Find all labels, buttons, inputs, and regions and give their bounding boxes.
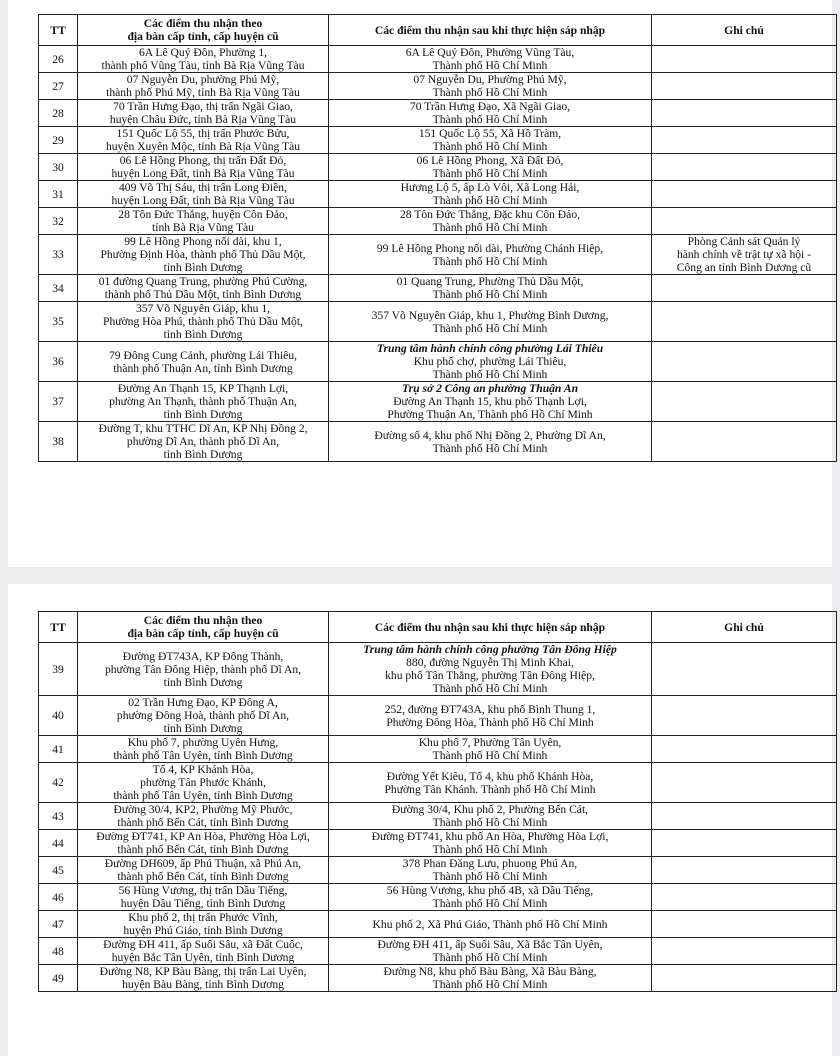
new-address-line: Thành phố Hồ Chí Minh: [432, 288, 548, 301]
new-address-line: Thành phố Hồ Chí Minh: [432, 321, 548, 335]
row-number: 26: [39, 46, 78, 73]
new-address-line: 99 Lê Hồng Phong nối dài, Phường Chánh Hiệp,: [376, 241, 604, 255]
new-address-line: Thành phố Hồ Chí Minh: [432, 221, 548, 234]
old-address-cell: [78, 763, 329, 803]
header-new-points: Các điểm thu nhận sau khi thực hiện sáp nhập: [329, 15, 652, 46]
new-address-cell: [329, 127, 652, 154]
new-address-cell: [329, 208, 652, 235]
old-address-line: thành phố Tân Uyên, tỉnh Bình Dương: [113, 749, 293, 762]
new-address-line: 357 Võ Nguyên Giáp, khu 1, Phường Bình Dương,: [371, 308, 609, 322]
old-address-line: thành phố Phú Mỹ, tỉnh Bà Rịa Vũng Tàu: [106, 86, 300, 99]
old-address-line: 6A Lê Quý Đôn, Phường 1,: [138, 46, 268, 59]
table-header-row: [39, 612, 837, 643]
table-row: [39, 100, 837, 127]
table-row: [39, 643, 837, 696]
note-cell: [652, 208, 837, 235]
old-address-line: thành phố Bến Cát, tỉnh Bình Dương: [117, 870, 289, 883]
note-cell: [652, 884, 837, 911]
old-address-line: huyện Phú Giáo, tỉnh Bình Dương: [123, 924, 283, 937]
old-address-line: 06 Lê Hồng Phong, thị trấn Đất Đỏ,: [119, 154, 287, 167]
note-cell: [652, 181, 837, 208]
header-note: Ghi chú: [652, 612, 837, 643]
old-address-line: thành phố Vũng Tàu, tỉnh Bà Rịa Vũng Tàu: [101, 59, 305, 72]
new-address-cell: [329, 884, 652, 911]
old-address-cell: [78, 275, 329, 302]
old-address-cell: [78, 208, 329, 235]
new-address-line: Khu phố 7, Phường Tân Uyên,: [418, 736, 562, 749]
note-cell: [652, 696, 837, 736]
document-page-1: [8, 0, 832, 567]
new-address-line: Thành phố Hồ Chí Minh: [432, 368, 548, 381]
table-row: [39, 736, 837, 763]
new-address-line: 28 Tôn Đức Thắng, Đặc khu Côn Đảo,: [399, 208, 581, 221]
header-tt: TT: [39, 15, 78, 46]
old-address-cell: [78, 938, 329, 965]
new-address-line: Thành phố Hồ Chí Minh: [432, 113, 548, 126]
old-address-line: Phường Định Hòa, thành phố Thủ Dầu Một,: [100, 248, 306, 261]
table-row: [39, 181, 837, 208]
table-row: [39, 830, 837, 857]
row-number: 28: [39, 100, 78, 127]
new-address-line: Thành phố Hồ Chí Minh: [432, 254, 548, 268]
row-number: 43: [39, 803, 78, 830]
new-address-cell: [329, 803, 652, 830]
old-address-line: 409 Võ Thị Sáu, thị trấn Long Điền,: [119, 181, 287, 194]
new-address-cell: [329, 382, 652, 422]
new-address-line: Thành phố Hồ Chí Minh: [432, 140, 548, 153]
header-tt: TT: [39, 612, 78, 643]
table-row: [39, 857, 837, 884]
address-table-1: [38, 14, 837, 462]
old-address-line: 79 Đông Cung Cảnh, phường Lái Thiêu,: [108, 348, 298, 362]
new-address-line: 880, đường Nguyễn Thị Minh Khai,: [406, 656, 574, 669]
old-address-line: 28 Tôn Đức Thắng, huyện Côn Đảo,: [118, 208, 288, 221]
new-address-line: Thành phố Hồ Chí Minh: [432, 167, 548, 180]
new-address-line: Đường Yết Kiêu, Tổ 4, khu phố Khánh Hòa,: [386, 769, 594, 783]
note-line: Phòng Cảnh sát Quản lý: [687, 235, 801, 248]
note-cell: [652, 763, 837, 803]
old-address-line: 01 đường Quang Trung, phường Phú Cường,: [98, 275, 308, 288]
new-address-cell: [329, 46, 652, 73]
old-address-cell: [78, 696, 329, 736]
row-number: 45: [39, 857, 78, 884]
new-address-title: Trung tâm hành chính công phường Tân Đông Hiệp: [363, 643, 617, 656]
old-address-line: Đường ĐH 411, ấp Suối Sâu, xã Đất Cuốc,: [103, 938, 303, 951]
note-cell: [652, 965, 837, 992]
table-row: [39, 73, 837, 100]
old-address-line: 151 Quốc Lộ 55, thị trấn Phước Bửu,: [116, 127, 290, 140]
old-address-line: tỉnh Bình Dương: [163, 328, 243, 341]
row-number: 36: [39, 342, 78, 382]
new-address-line: 6A Lê Quý Đôn, Phường Vũng Tàu,: [405, 46, 575, 59]
old-address-cell: [78, 235, 329, 275]
old-address-cell: [78, 100, 329, 127]
old-address-cell: [78, 803, 329, 830]
new-address-line: Đường 30/4, Khu phố 2, Phường Bến Cát,: [391, 803, 589, 816]
note-cell: [652, 100, 837, 127]
note-cell: [652, 235, 837, 275]
old-address-line: tỉnh Bình Dương: [163, 722, 243, 735]
new-address-line: 56 Hùng Vương, khu phố 4B, xã Dầu Tiếng,: [386, 884, 594, 897]
old-address-line: thành phố Thủ Dầu Một, tỉnh Bình Dương: [104, 288, 302, 301]
old-address-line: Khu phố 7, phường Uyên Hưng,: [127, 736, 279, 749]
new-address-line: Thành phố Hồ Chí Minh: [432, 978, 548, 991]
old-address-line: Đường ĐT743A, KP Đông Thành,: [122, 649, 284, 663]
old-address-cell: [78, 736, 329, 763]
table-row: [39, 154, 837, 181]
note-cell: [652, 938, 837, 965]
old-address-cell: [78, 830, 329, 857]
new-address-cell: [329, 911, 652, 938]
table-row: [39, 208, 837, 235]
header-note: Ghi chú: [652, 15, 837, 46]
table-row: [39, 763, 837, 803]
new-address-cell: [329, 275, 652, 302]
old-address-line: Đường N8, KP Bàu Bàng, thị trấn Lai Uyên,: [99, 965, 307, 978]
note-cell: [652, 46, 837, 73]
old-address-cell: [78, 857, 329, 884]
row-number: 39: [39, 643, 78, 696]
new-address-cell: [329, 965, 652, 992]
address-table-2: [38, 611, 837, 992]
new-address-line: Phường Tân Khánh. Thành phố Hồ Chí Minh: [384, 782, 596, 796]
old-address-line: thành phố Bến Cát, tỉnh Bình Dương: [117, 843, 289, 856]
new-address-line: 06 Lê Hồng Phong, Xã Đất Đỏ,: [416, 154, 564, 167]
new-address-line: Thành phố Hồ Chí Minh: [432, 897, 548, 910]
new-address-line: Hương Lộ 5, ấp Lò Vôi, Xã Long Hải,: [400, 181, 580, 194]
new-address-line: Khu phố chợ, phường Lái Thiêu,: [413, 355, 567, 368]
old-address-line: thành phố Tân Uyên, tỉnh Bình Dương: [113, 789, 293, 802]
note-cell: [652, 382, 837, 422]
note-line: hành chính về trật tự xã hội -: [676, 248, 812, 261]
old-address-line: Phường Hòa Phú, thành phố Thủ Dầu Một,: [103, 315, 303, 328]
new-address-title: Trung tâm hành chính công phường Lái Thiêu: [376, 342, 604, 355]
note-cell: [652, 643, 837, 696]
new-address-cell: [329, 342, 652, 382]
table-row: [39, 803, 837, 830]
old-address-line: thành phố Bến Cát, tỉnh Bình Dương: [117, 816, 289, 829]
old-address-line: 70 Trần Hưng Đạo, thị trấn Ngãi Giao,: [113, 100, 293, 113]
new-address-line: Thành phố Hồ Chí Minh: [432, 682, 548, 695]
row-number: 31: [39, 181, 78, 208]
table-body-1: [39, 46, 837, 462]
row-number: 27: [39, 73, 78, 100]
row-number: 38: [39, 422, 78, 462]
old-address-cell: [78, 46, 329, 73]
new-address-line: Đường số 4, khu phố Nhị Đồng 2, Phường Dĩ An,: [374, 428, 606, 442]
row-number: 35: [39, 302, 78, 342]
note-line: Công an tỉnh Bình Dương cũ: [676, 261, 812, 274]
new-address-cell: [329, 938, 652, 965]
old-address-line: Đường T, khu TTHC Dĩ An, KP Nhị Đồng 2,: [98, 422, 308, 435]
new-address-line: Khu phố 2, Xã Phú Giáo, Thành phố Hồ Chí Minh: [372, 917, 608, 931]
note-cell: [652, 127, 837, 154]
old-address-line: Đường DH609, ấp Phú Thuận, xã Phú An,: [104, 857, 302, 870]
old-address-line: huyện Bắc Tân Uyên, tỉnh Bình Dương: [111, 951, 295, 964]
table-row: [39, 127, 837, 154]
old-address-line: Khu phố 2, thị trấn Phước Vĩnh,: [128, 911, 278, 924]
old-address-cell: [78, 911, 329, 938]
new-address-line: 151 Quốc Lộ 55, Xã Hồ Tràm,: [418, 127, 562, 140]
old-address-line: huyện Long Đất, tỉnh Bà Rịa Vũng Tàu: [111, 167, 295, 180]
table-header-row: [39, 15, 837, 46]
note-cell: [652, 911, 837, 938]
table-row: [39, 696, 837, 736]
new-address-cell: [329, 73, 652, 100]
new-address-line: Phường Thuận An, Thành phố Hồ Chí Minh: [387, 408, 593, 421]
old-address-line: Tổ 4, KP Khánh Hòa,: [152, 763, 254, 776]
old-address-line: huyện Bàu Bàng, tỉnh Bình Dương: [122, 978, 284, 991]
header-old-line1: Các điểm thu nhận theo: [143, 614, 263, 627]
new-address-cell: [329, 100, 652, 127]
new-address-line: Thành phố Hồ Chí Minh: [432, 843, 548, 856]
table-row: [39, 382, 837, 422]
note-cell: [652, 342, 837, 382]
new-address-cell: [329, 696, 652, 736]
header-old-points: [78, 612, 329, 643]
old-address-line: thành phố Thuận An, tỉnh Bình Dương: [113, 361, 293, 375]
row-number: 42: [39, 763, 78, 803]
old-address-cell: [78, 73, 329, 100]
old-address-line: tỉnh Bình Dương: [163, 261, 243, 274]
new-address-line: Thành phố Hồ Chí Minh: [432, 194, 548, 207]
new-address-line: Thành phố Hồ Chí Minh: [432, 441, 548, 455]
header-old-line2: địa bàn cấp tỉnh, cấp huyện cũ: [127, 30, 279, 43]
row-number: 41: [39, 736, 78, 763]
old-address-cell: [78, 154, 329, 181]
header-old-line2: địa bàn cấp tỉnh, cấp huyện cũ: [127, 627, 279, 640]
new-address-cell: [329, 302, 652, 342]
old-address-line: phường Đông Hoà, thành phố Dĩ An,: [116, 709, 290, 722]
row-number: 47: [39, 911, 78, 938]
new-address-line: Thành phố Hồ Chí Minh: [432, 951, 548, 964]
header-old-line1: Các điểm thu nhận theo: [143, 17, 263, 30]
row-number: 44: [39, 830, 78, 857]
new-address-cell: [329, 643, 652, 696]
old-address-line: Đường ĐT741, KP An Hòa, Phường Hòa Lợi,: [96, 830, 310, 843]
old-address-line: huyện Xuyên Mộc, tỉnh Bà Rịa Vũng Tàu: [105, 140, 301, 153]
new-address-line: Thành phố Hồ Chí Minh: [432, 816, 548, 829]
table-row: [39, 422, 837, 462]
new-address-line: 252, đường ĐT743A, khu phố Bình Thung 1,: [384, 702, 596, 716]
old-address-line: 02 Trần Hưng Đạo, KP Đông A,: [128, 696, 278, 709]
new-address-line: Đường ĐT741, khu phố An Hòa, Phường Hòa Lợi,: [371, 830, 609, 843]
table-row: [39, 884, 837, 911]
table-body-2: [39, 643, 837, 992]
document-page-2: [8, 584, 832, 1056]
old-address-cell: [78, 342, 329, 382]
old-address-line: Đường An Thạnh 15, KP Thạnh Lợi,: [117, 382, 289, 395]
table-row: [39, 938, 837, 965]
new-address-line: Thành phố Hồ Chí Minh: [432, 59, 548, 72]
row-number: 33: [39, 235, 78, 275]
table-row: [39, 911, 837, 938]
old-address-line: tỉnh Bà Rịa Vũng Tàu: [152, 221, 254, 234]
old-address-line: huyện Long Đất, tỉnh Bà Rịa Vũng Tàu: [111, 194, 295, 207]
new-address-cell: [329, 857, 652, 884]
old-address-cell: [78, 422, 329, 462]
new-address-line: Đường An Thạnh 15, khu phố Thạnh Lợi,: [393, 395, 587, 408]
old-address-line: 56 Hùng Vương, thị trấn Dầu Tiếng,: [118, 884, 288, 897]
new-address-line: Đường ĐH 411, ấp Suối Sâu, Xã Bắc Tân Uyên,: [377, 938, 603, 951]
note-cell: [652, 275, 837, 302]
row-number: 32: [39, 208, 78, 235]
row-number: 46: [39, 884, 78, 911]
old-address-line: phường Tân Đông Hiệp, thành phố Dĩ An,: [104, 662, 302, 676]
table-row: [39, 235, 837, 275]
note-cell: [652, 73, 837, 100]
new-address-line: 378 Phan Đăng Lưu, phuong Phú An,: [402, 857, 578, 870]
new-address-cell: [329, 235, 652, 275]
old-address-line: tỉnh Bình Dương: [163, 675, 243, 689]
row-number: 34: [39, 275, 78, 302]
new-address-line: Thành phố Hồ Chí Minh: [432, 870, 548, 883]
new-address-line: Thành phố Hồ Chí Minh: [432, 749, 548, 762]
new-address-line: 01 Quang Trung, Phường Thủ Dầu Một,: [396, 275, 584, 288]
old-address-line: huyện Dầu Tiếng, tỉnh Bình Dương: [120, 897, 286, 910]
table-row: [39, 46, 837, 73]
new-address-cell: [329, 763, 652, 803]
row-number: 37: [39, 382, 78, 422]
old-address-line: phường Dĩ An, thành phố Dĩ An,: [126, 435, 280, 448]
new-address-line: Thành phố Hồ Chí Minh: [432, 86, 548, 99]
old-address-cell: [78, 181, 329, 208]
old-address-cell: [78, 965, 329, 992]
note-cell: [652, 422, 837, 462]
note-cell: [652, 803, 837, 830]
old-address-line: Đường 30/4, KP2, Phường Mỹ Phước,: [113, 803, 293, 816]
new-address-line: 07 Nguyễn Du, Phường Phú Mỹ,: [413, 73, 567, 86]
old-address-cell: [78, 127, 329, 154]
old-address-cell: [78, 382, 329, 422]
new-address-cell: [329, 181, 652, 208]
new-address-line: Phường Đông Hòa, Thành phố Hồ Chí Minh: [386, 715, 594, 729]
table-row: [39, 302, 837, 342]
row-number: 49: [39, 965, 78, 992]
note-cell: [652, 857, 837, 884]
row-number: 30: [39, 154, 78, 181]
old-address-line: 357 Võ Nguyên Giáp, khu 1,: [135, 302, 271, 315]
old-address-line: phường Tân Phước Khánh,: [140, 776, 266, 789]
new-address-cell: [329, 422, 652, 462]
header-old-points: [78, 15, 329, 46]
table-row: [39, 342, 837, 382]
old-address-line: 99 Lê Hồng Phong nối dài, khu 1,: [124, 235, 282, 248]
new-address-title: Trụ sở 2 Công an phường Thuận An: [401, 382, 579, 395]
old-address-line: huyện Châu Đức, tỉnh Bà Rịa Vũng Tàu: [109, 113, 297, 126]
old-address-cell: [78, 302, 329, 342]
row-number: 40: [39, 696, 78, 736]
note-cell: [652, 302, 837, 342]
new-address-cell: [329, 154, 652, 181]
new-address-line: khu phố Tân Thắng, phường Tân Đông Hiệp,: [385, 669, 595, 682]
old-address-cell: [78, 643, 329, 696]
note-cell: [652, 736, 837, 763]
table-row: [39, 965, 837, 992]
old-address-line: tỉnh Bình Dương: [163, 408, 243, 421]
old-address-cell: [78, 884, 329, 911]
row-number: 29: [39, 127, 78, 154]
old-address-line: 07 Nguyễn Du, phường Phú Mỹ,: [126, 73, 280, 86]
table-row: [39, 275, 837, 302]
new-address-cell: [329, 830, 652, 857]
note-cell: [652, 154, 837, 181]
note-cell: [652, 830, 837, 857]
header-new-points: Các điểm thu nhận sau khi thực hiện sáp nhập: [329, 612, 652, 643]
new-address-cell: [329, 736, 652, 763]
new-address-line: Đường N8, khu phố Bàu Bàng, Xã Bàu Bàng,: [383, 965, 597, 978]
row-number: 48: [39, 938, 78, 965]
new-address-line: 70 Trần Hưng Đạo, Xã Ngãi Giao,: [409, 100, 571, 113]
old-address-line: tỉnh Bình Dương: [163, 448, 243, 461]
old-address-line: phường An Thạnh, thành phố Thuận An,: [109, 395, 297, 408]
